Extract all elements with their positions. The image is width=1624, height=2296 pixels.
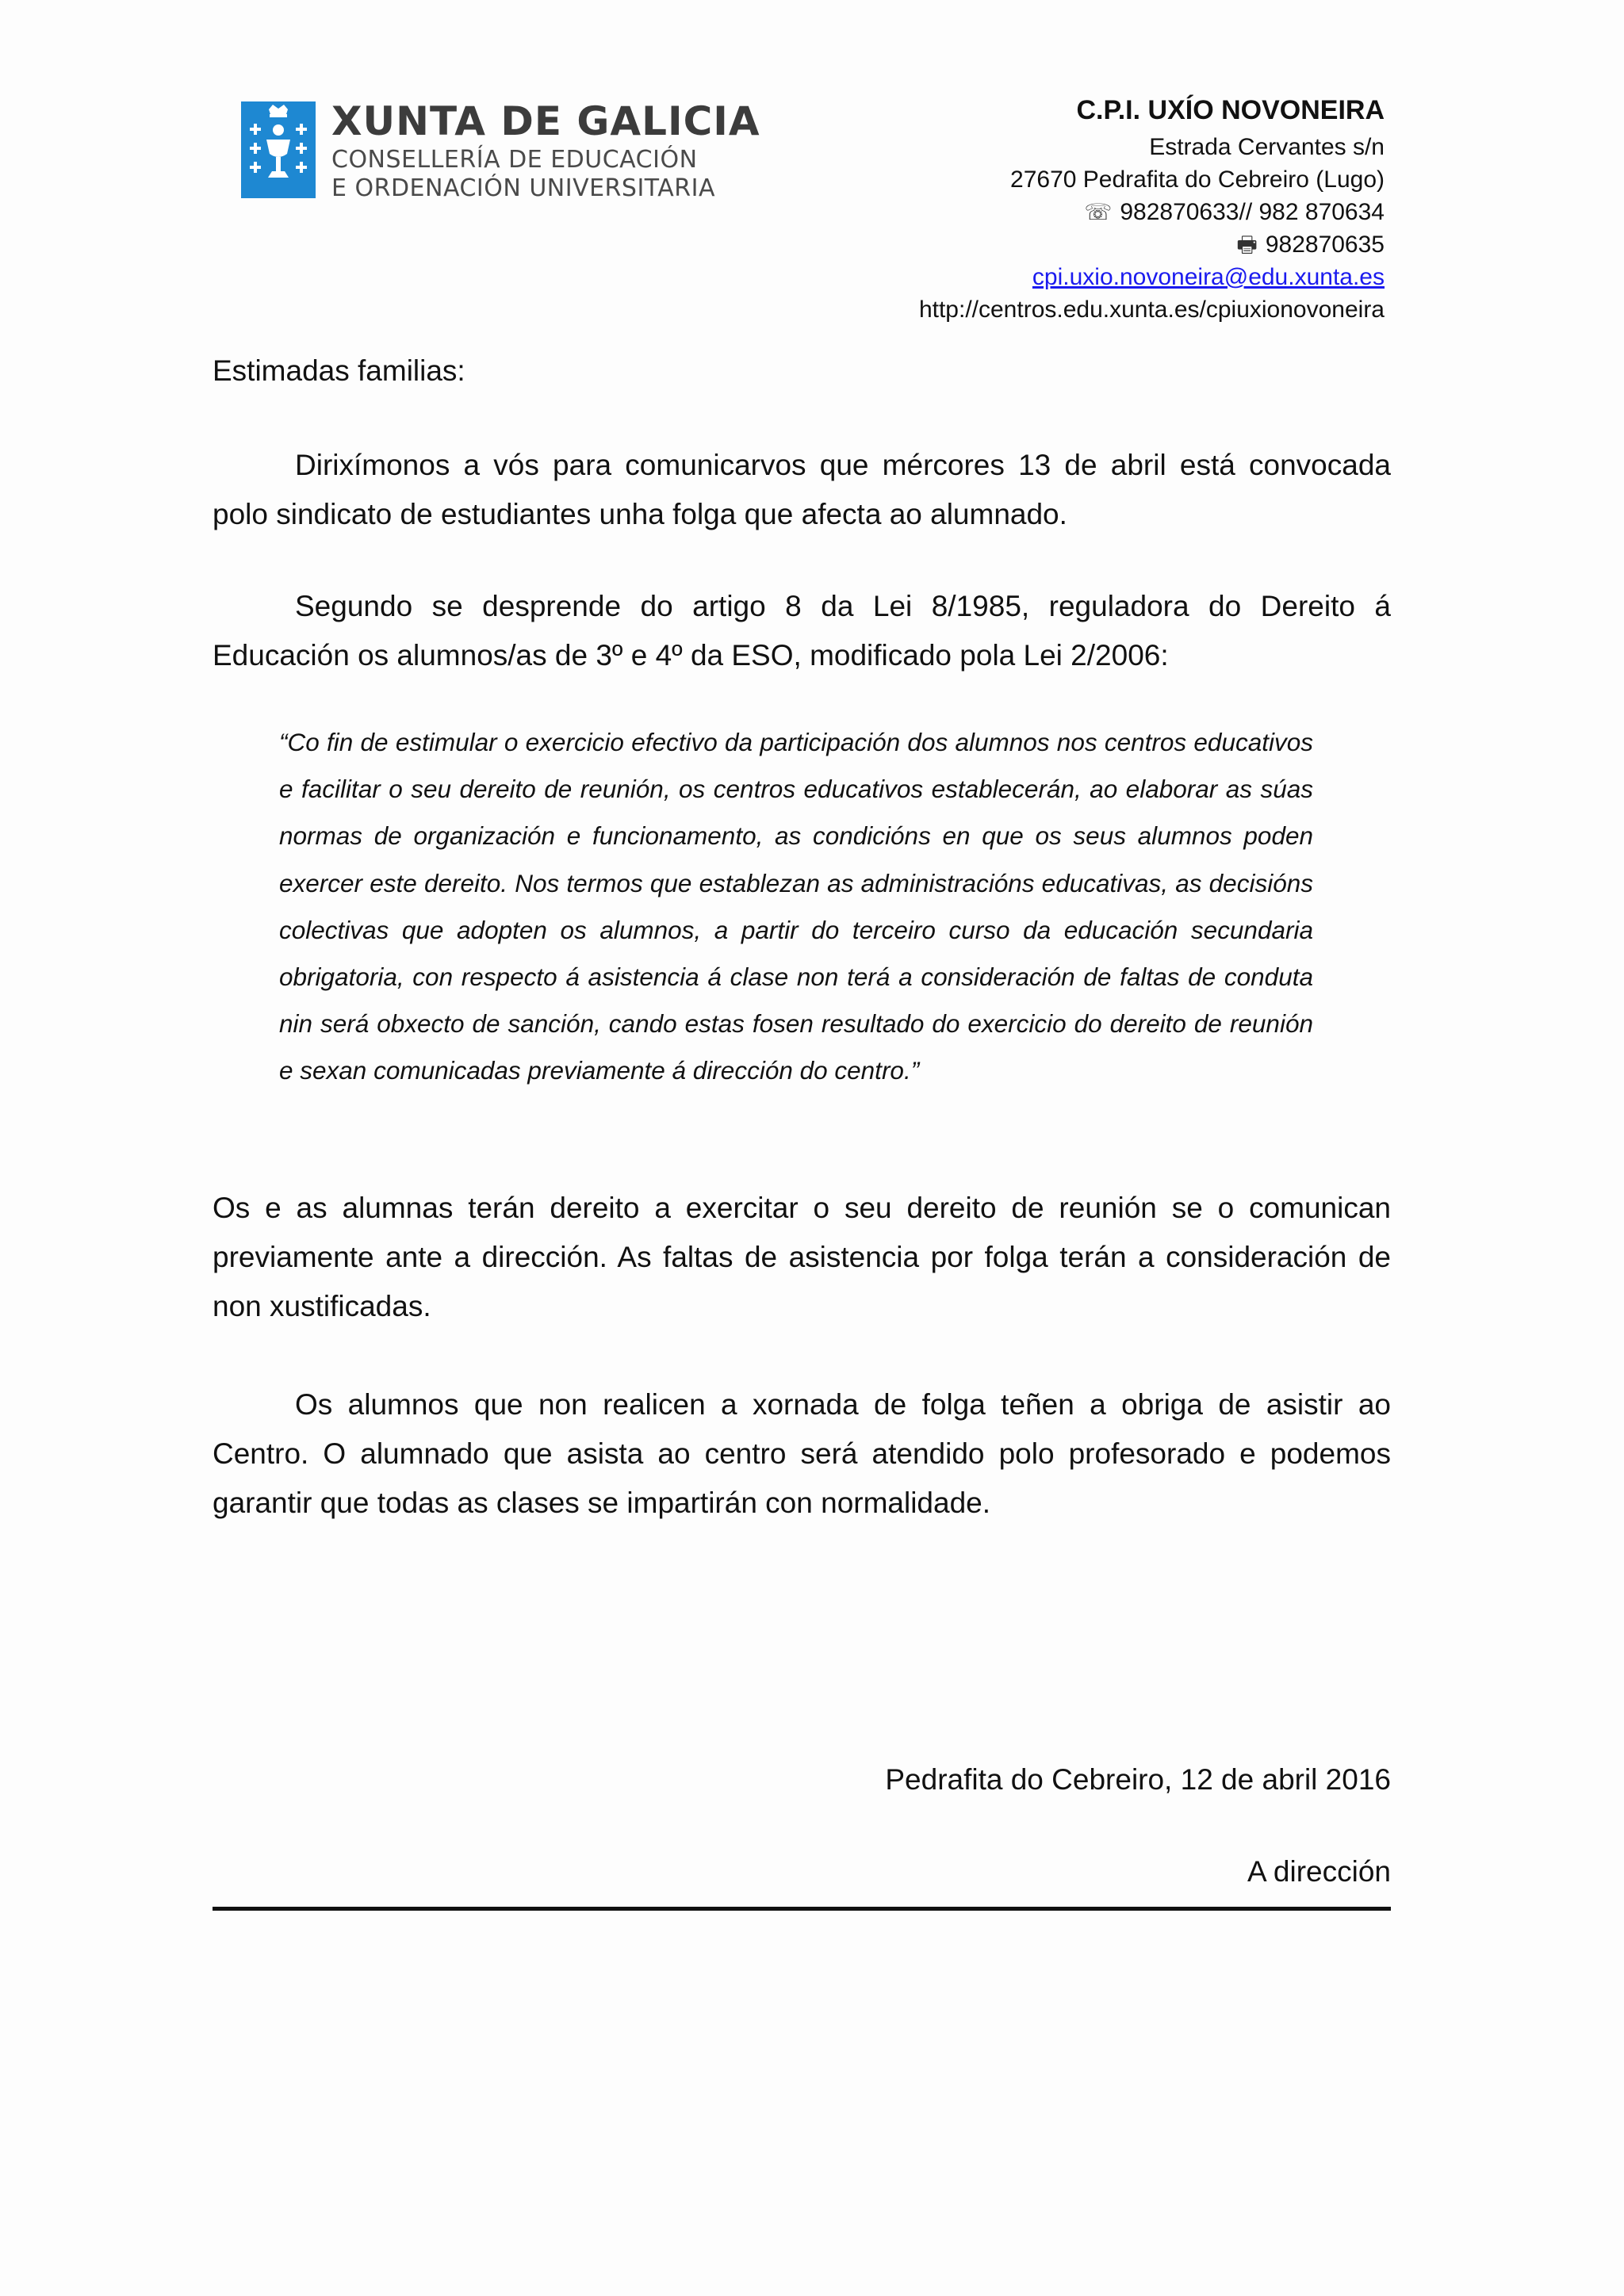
school-phone: 982870633// 982 870634 [1120, 199, 1385, 225]
place-and-date: Pedrafita do Cebreiro, 12 de abril 2016 [885, 1763, 1391, 1796]
paragraph-legal-basis: Segundo se desprende do artigo 8 da Lei 8/1985, reguladora do Dereito á Educación os alumnos/as de 3º e 4º da ESO, modificado pola Lei 2/2006: [213, 590, 1391, 672]
telephone-icon: ☏ [1084, 199, 1113, 225]
fax-icon: 🖶 [1236, 232, 1258, 258]
ordenacion-line: E ORDENACIÓN UNIVERSITARIA [331, 174, 716, 202]
xunta-title: XUNTA DE GALICIA [331, 98, 760, 144]
school-email-link[interactable]: cpi.uxio.novoneira@edu.xunta.es [1032, 264, 1385, 290]
school-header [750, 91, 1385, 326]
school-fax: 982870635 [1265, 232, 1385, 258]
salutation: Estimadas familias: [213, 354, 465, 387]
law-quote: “Co fin de estimular o exercicio efectivo da participación dos alumnos nos centros educativos e facilitar o seu dereito de reunión, os centros educativos establecerán, ao elaborar as súas normas de organización e funcionamento, as condicións en que os seus alumnos poden exercer este dereito. Nos termos que establezan as administracións educativas, as decisións colectivas que adopten os alumnos, a partir do terceiro curso da educación secundaria obrigatoria, con respecto á asistencia á clase non terá a consideración de faltas de conduta nin será obxecto de sanción, cando estas fosen resultado do exercicio do dereito de reunión e sexan comunicadas previamente á dirección do centro.” [279, 728, 1313, 1085]
signature: A dirección [1247, 1855, 1391, 1888]
school-name: C.P.I. UXÍO NOVONEIRA [1076, 95, 1385, 125]
consellería-line: CONSELLERÍA DE EDUCACIÓN [331, 146, 698, 174]
bottom-rule [213, 1907, 1391, 1911]
paragraph-student-rights: Os e as alumnas terán dereito a exercitar o seu dereito de reunión se o comunican previamente ante a dirección. As faltas de asistencia por folga terán a consideración de non xustificadas. [213, 1192, 1391, 1322]
paragraph-attendance: Os alumnos que non realicen a xornada de folga teñen a obriga de asistir ao Centro. O alumnado que asista ao centro será atendido polo profesorado e podemos garantir que todas as clases se impartirán con normalidade. [213, 1388, 1391, 1519]
school-phone-line [750, 196, 1385, 228]
school-website: http://centros.edu.xunta.es/cpiuxionovoneira [918, 297, 1385, 323]
school-address-street: Estrada Cervantes s/n [1149, 134, 1385, 160]
school-fax-line [750, 228, 1385, 261]
school-address-city: 27670 Pedrafita do Cebreiro (Lugo) [1010, 166, 1385, 193]
xunta-logo [238, 98, 760, 205]
paragraph-strike-notice: Dirixímonos a vós para comunicarvos que mércores 13 de abril está convocada polo sindicato de estudiantes unha folga que afecta ao alumnado. [213, 449, 1391, 530]
galicia-coat-of-arms-icon [241, 101, 316, 198]
